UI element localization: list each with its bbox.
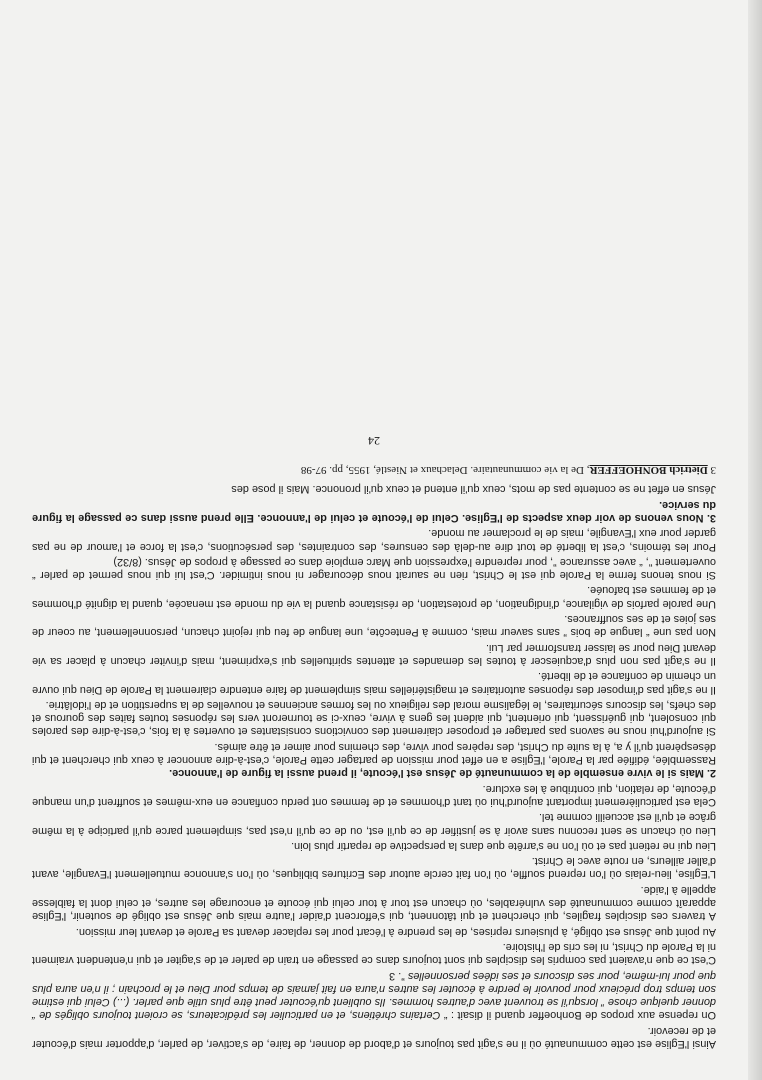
paragraph-19: Jésus en effet ne se contente pas de mots, ceux qu'il entend et ceux qu'il prononce. Mais il pose des [231, 483, 716, 496]
paragraph-15: Une parole parfois de vigilance, d'indignation, de protestation, de résistance quand la vie du monde est menacée, quand la dignité d'hommes et de femmes est bafouée. [32, 584, 716, 610]
section-3-paragraph [32, 497, 716, 524]
paragraph-8: Lieu où chacun se sent reconnu sans avoir à se justifier de ce qu'il est, ou de ce qu'il n'est pas, simplement parce qu'il participe à la même grâce et qu'il est accueilli comme tel. [32, 811, 716, 837]
quote-end: ”. 3 [389, 969, 408, 982]
paragraph-5: A travers ces disciples fragiles, qui cherchent et qui tâtonnent, qui s'efforcent d'aider l'autre mais que Jésus est obligé de soutenir, l'Eglise apparaît comme communauté des vulnérables, où chacun est tour à tour celui qui écoute et encourage les autres, et celui dont la faiblesse appelle à l'aide. [32, 883, 716, 923]
paragraph-1: Ainsi l'Eglise est cette communauté où il ne s'agit pas toujours et d'abord de donner, de faire, de s'activer, de parler, d'apporter mais d'écouter et de recevoir. [32, 1024, 716, 1050]
section-2-bold: l'annonce [172, 767, 223, 780]
section-3-text: 3. Nous venons de voir deux aspects de l'Eglise. Celui de l'écoute et celui de l'annonce. Elle prend aussi dans ce passage la figure du [32, 498, 716, 525]
paragraph-14: Non pas une “ langue de bois ” sans saveur mais, comme à Pentecôte, une langue de feu qui rejoint chacun, personnellement, au coeur de ses joies et de ses souffrances. [32, 613, 716, 639]
paragraph-11: Si aujourd'hui nous ne savons pas partager et proposer clairement des convictions consistantes et ouvertes à la fois, c'est-à-dire des paroles qui consolent, qui guérissent, qui orientent, qui aident les gens à vivre, ceux-ci se tourneront vers les réponses toutes faites des gourous et des chefs, les discours sécuritaires, le légalisme moral des religieux ou les formes anciennes et nouvelles de la superstition et de l'idolâtrie. [32, 698, 716, 738]
quote-intro: On repense aux propos de Bonhoeffer quand il disait : “ [440, 1009, 716, 1022]
footnote [32, 463, 716, 476]
paragraph-12: Il ne s'agit pas d'imposer des réponses autoritaires et magistérielles mais simplement de faire entendre clairement la Parole de Dieu qui ouvre un chemin de confiance et de liberté. [32, 670, 716, 696]
paragraph-6: L'Eglise, lieu-relais où l'on reprend souffle, où l'on fait cercle autour des Ecritures bibliques, où l'on s'annonce mutuellement l'Evangile, avant d'aller ailleurs, en route avec le Christ. [32, 855, 716, 881]
section-2-end: . [169, 767, 173, 780]
paragraph-10: Rassemblée, édifiée par la Parole, l'Eglise a en effet pour mission de partager cette Parole, c'est-à-dire annoncer à ceux qui cherchent et qui désespèrent qu'il y a, à la suite du Christ, des repères pour vivre, des chemins pour aimer et être aimés. [32, 740, 716, 767]
footnote-rest: , De la vie communautaire. Delachaux et Niestlé, 1955, pp. 97-98 [300, 464, 590, 477]
paragraph-16: Si nous tenons ferme la Parole qui est le Christ, rien ne saurait nous décourager ni nous intimider. C'est lui qui nous permet de parler “ ouvertement ”, “ avec assurance ”, pour reprendre l'expression que Marc emploie dans ce passage à propos de Jésus. (8/32) [32, 555, 716, 582]
footnote-number: 3 [710, 464, 716, 477]
paragraph-9: Cela est particulièrement important aujourd'hui où tant d'hommes et de femmes ont perdu confiance en eux-mêmes et souffrent d'un manque d'écoute, de relation, qui contribue à les exclure. [32, 782, 716, 808]
section-2-text: 2. Mais si le vivre ensemble de la communauté de Jésus est l'écoute, il prend aussi la figure de [222, 767, 716, 780]
footnote-author: Dietrich BONHOEFFER [589, 464, 708, 477]
document-body [32, 434, 716, 1050]
paragraph-3: C'est ce que n'avaient pas compris les disciples qui sont toujours dans ce passage en train de parler et de s'agiter et qui n'entendent vraiment ni la Parole du Christ, ni les cris de l'histoire. [32, 940, 716, 967]
quote-text: Certains chrétiens, et en particulier les prédicateurs, se croient toujours obligés de “ donner quelque chose ” lorsqu'il se trouvent avec d'autres hommes. Ils oublient qu'écouter peut être plus utile que parler. (...) Celui qui estime son temps trop précieux pour pouvoir le perdre à écouter les autres n'aura en fait jamais de temps pour Dieu et le prochain ; il n'en aura plus que pour lui-même, pour ses discours et ses idées personnelles [32, 969, 716, 1022]
paragraph-bonhoeffer-quote [32, 968, 716, 1021]
paragraph-17: Pour les témoins, c'est la liberté de tout dire au-delà des censures, des contraintes, des persécutions, c'est la force et l'amour de ne pas garder pour eux l'Evangile, mais de le proclamer au monde. [32, 527, 716, 553]
section-3-bold: service [662, 498, 700, 511]
paragraph-13: Il ne s'agit pas non plus d'acquiescer à toutes les demandes et attentes spirituelles qui s'expriment, mais d'inviter chacun à placer sa vie devant Dieu pour se laisser transformer par Lui. [32, 641, 716, 667]
paragraph-4: Au point que Jésus est obligé, à plusieurs reprises, de les prendre à l'écart pour les replacer devant sa Parole et devant leur mission. [75, 925, 716, 938]
paragraph-7: Lieu qui ne retient pas et où l'on ne s'arrête que dans la perspective de repartir plus loin. [291, 839, 716, 852]
section-3-end: . [659, 498, 663, 511]
page-number: 24 [368, 433, 380, 448]
section-2-heading [32, 766, 716, 779]
